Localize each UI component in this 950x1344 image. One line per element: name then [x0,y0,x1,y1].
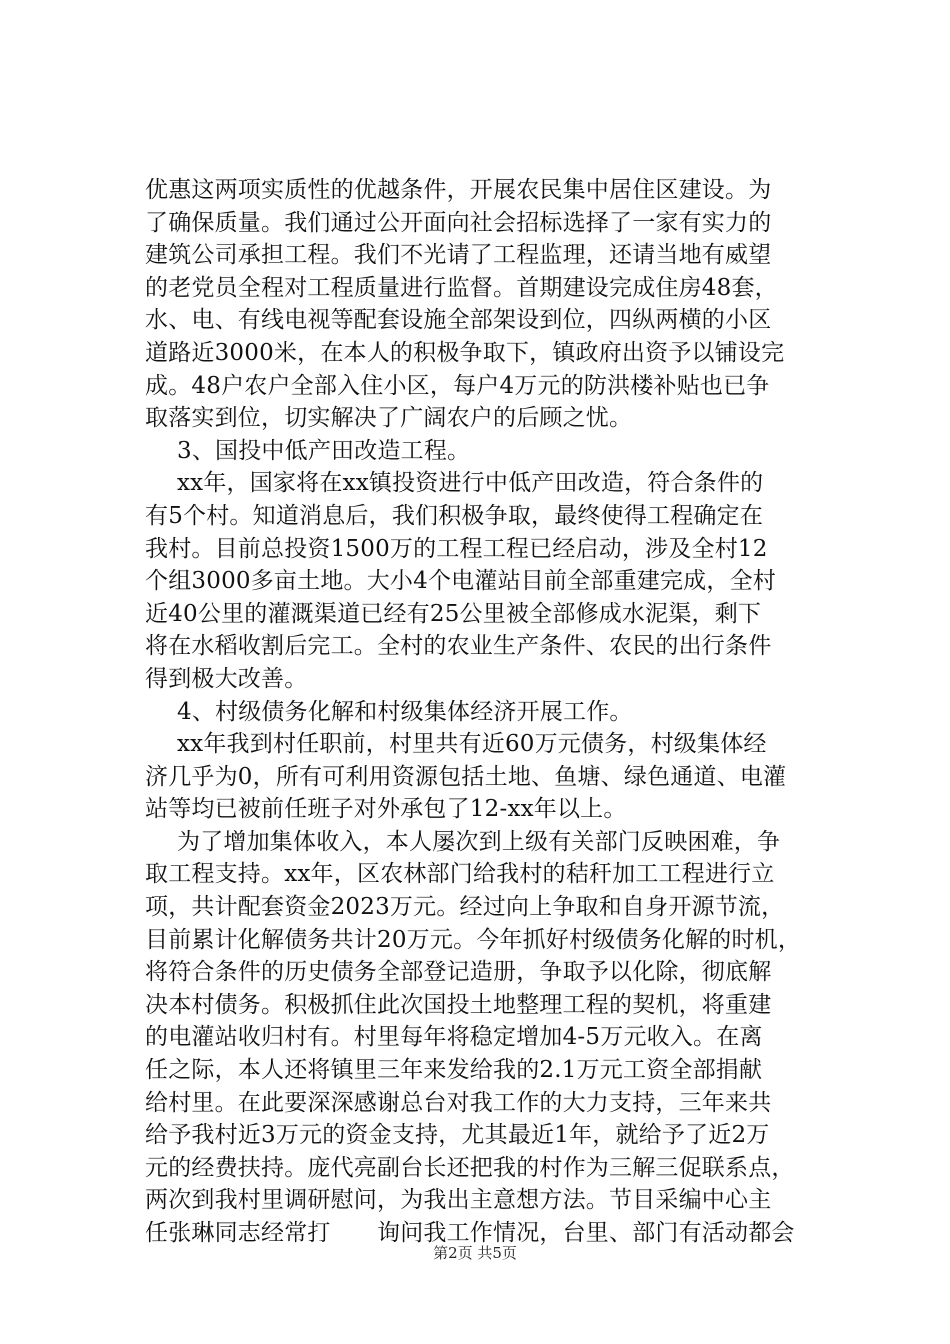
text-line: 我村。目前总投资1500万的工程工程已经启动，涉及全村12 [145,535,768,562]
text-line: xx年，国家将在xx镇投资进行中低产田改造，符合条件的 [177,470,764,497]
text-line: 取落实到位，切实解决了广阔农户的后顾之忧。 [145,405,633,432]
text-line: 取工程支持。xx年，区农林部门给我村的秸秆加工工程进行立 [145,861,775,888]
text-line: 了确保质量。我们通过公开面向社会招标选择了一家有实力的 [145,209,772,236]
text-line: 水、电、有线电视等配套设施全部架设到位，四纵两横的小区 [145,307,772,334]
text-line: 优惠这两项实质性的优越条件，开展农民集中居住区建设。为 [145,177,772,203]
text-line: 道路近3000米，在本人的积极争取下，镇政府出资予以铺设完 [145,339,785,366]
text-line: 元的经费扶持。庞代亮副台长还把我的村作为三解三促联系点， [145,1154,795,1181]
text-line: 给予我村近3万元的资金支持，尤其最近1年，就给予了近2万 [145,1122,770,1149]
text-line: 的老党员全程对工程质量进行监督。首期建设完成住房48套， [145,274,778,301]
text-line: 将在水稻收割后完工。全村的农业生产条件、农民的出行条件 [145,633,772,660]
text-line: 两次到我村里调研慰问，为我出主意想方法。节目采编中心主 [145,1187,772,1214]
text-line: 有5个村。知道消息后，我们积极争取，最终使得工程确定在 [145,502,764,529]
page-footer: 第2页 共5页 [433,1244,517,1262]
text-line: 任张琳同志经常打 询问我工作情况，台里、部门有活动都会 [145,1220,795,1246]
document-body [145,174,835,1250]
text-line: 成。48户农户全部入住小区，每户4万元的防洪楼补贴也已争 [145,372,770,399]
text-line: 决本村债务。积极抓住此次国投土地整理工程的契机，将重建 [145,991,772,1018]
text-line: 为了增加集体收入，本人屡次到上级有关部门反映困难，争 [177,828,781,855]
text-line: 3、国投中低产田改造工程。 [177,437,471,464]
text-line: 站等均已被前任班子对外承包了12-xx年以上。 [145,796,627,823]
text-line: 建筑公司承担工程。我们不光请了工程监理，还请当地有威望 [145,242,772,269]
text-line: 将符合条件的历史债务全部登记造册，争取予以化除，彻底解 [145,959,772,986]
text-line: 项，共计配套资金2023万元。经过向上争取和自身开源节流， [145,894,785,921]
text-line: 4、村级债务化解和村级集体经济开展工作。 [177,698,633,725]
text-line: 济几乎为0，所有可利用资源包括土地、鱼塘、绿色通道、电灌 [145,763,787,790]
text-line: 得到极大改善。 [145,665,308,692]
text-line: xx年我到村任职前，村里共有近60万元债务，村级集体经 [177,731,767,758]
text-line: 近40公里的灌溉渠道已经有25公里被全部修成水泥渠，剩下 [145,600,762,627]
text-line: 任之际，本人还将镇里三年来发给我的2.1万元工资全部捐献 [145,1057,763,1084]
text-line: 的电灌站收归村有。村里每年将稳定增加4-5万元收入。在离 [145,1024,763,1051]
text-line: 给村里。在此要深深感谢总台对我工作的大力支持，三年来共 [145,1089,772,1116]
text-line: 个组3000多亩土地。大小4个电灌站目前全部重建完成，全村 [145,568,776,595]
text-line: 目前累计化解债务共计20万元。今年抓好村级债务化解的时机， [145,926,802,953]
